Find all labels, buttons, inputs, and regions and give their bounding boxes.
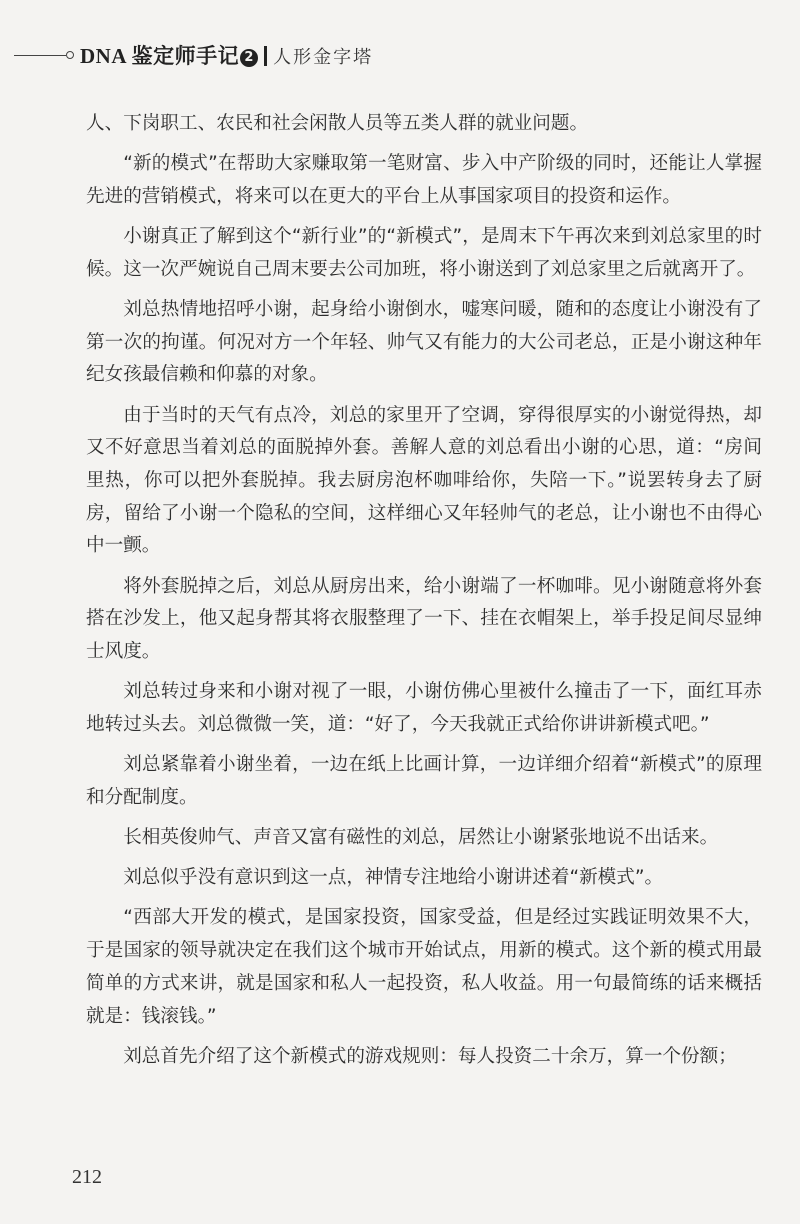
- paragraph: 由于当时的天气有点冷，刘总的家里开了空调，穿得很厚实的小谢觉得热，却又不好意思当着刘总的面脱掉外套。善解人意的刘总看出小谢的心思，道：“房间里热，你可以把外套脱掉。我去厨房泡杯咖啡给你，失陪一下。”说罢转身去了厨房，留给了小谢一个隐私的空间，这样细心又年轻帅气的老总，让小谢也不由得心中一颤。: [86, 404, 762, 557]
- paragraph: 刘总热情地招呼小谢，起身给小谢倒水，嘘寒问暖，随和的态度让小谢没有了第一次的拘谨。何况对方一个年轻、帅气又有能力的大公司老总，正是小谢这种年纪女孩最信赖和仰慕的对象。: [86, 299, 762, 386]
- paragraph: 小谢真正了解到这个“新行业”的“新模式”，是周末下午再次来到刘总家里的时候。这一次严婉说自己周末要去公司加班，将小谢送到了刘总家里之后就离开了。: [86, 226, 762, 280]
- paragraph: 长相英俊帅气、声音又富有磁性的刘总，居然让小谢紧张地说不出话来。: [123, 827, 719, 849]
- paragraph: “新的模式”在帮助大家赚取第一笔财富、步入中产阶级的同时，还能让人掌握先进的营销模式，将来可以在更大的平台上从事国家项目的投资和运作。: [86, 153, 762, 207]
- header-title: [80, 40, 373, 70]
- paragraph: 刘总首先介绍了这个新模式的游戏规则：每人投资二十余万，算一个份额；: [123, 1045, 737, 1067]
- header-rule: [14, 55, 66, 56]
- page-number: 212: [72, 1166, 102, 1188]
- paragraph: “西部大开发的模式，是国家投资，国家受益，但是经过实践证明效果不大，于是国家的领导就决定在我们这个城市开始试点，用新的模式。这个新的模式用最简单的方式来讲，就是国家和私人一起投资，私人收益。用一句最简练的话来概括就是：钱滚钱。”: [86, 907, 762, 1027]
- volume-badge: 2: [240, 49, 258, 67]
- paragraph: 人、下岗职工、农民和社会闲散人员等五类人群的就业问题。: [86, 113, 589, 134]
- paragraph: 刘总转过身来和小谢对视了一眼，小谢仿佛心里被什么撞击了一下，面红耳赤地转过头去。刘总微微一笑，道：“好了，今天我就正式给你讲讲新模式吧。”: [86, 681, 762, 735]
- book-title: DNA 鉴定师手记: [80, 44, 240, 68]
- paragraph: 将外套脱掉之后，刘总从厨房出来，给小谢端了一杯咖啡。见小谢随意将外套搭在沙发上，他又起身帮其将衣服整理了一下、挂在衣帽架上，举手投足间尽显绅士风度。: [86, 575, 762, 663]
- running-header: [0, 38, 800, 70]
- header-separator-bar: [264, 46, 267, 66]
- book-subtitle: 人形金字塔: [273, 47, 374, 67]
- paragraph: 刘总紧靠着小谢坐着，一边在纸上比画计算，一边详细介绍着“新模式”的原理和分配制度。: [86, 754, 762, 808]
- page-body: [86, 108, 762, 1081]
- paragraph: 刘总似乎没有意识到这一点，神情专注地给小谢讲述着“新模式”。: [123, 867, 664, 889]
- header-ornament-circle: [66, 51, 74, 59]
